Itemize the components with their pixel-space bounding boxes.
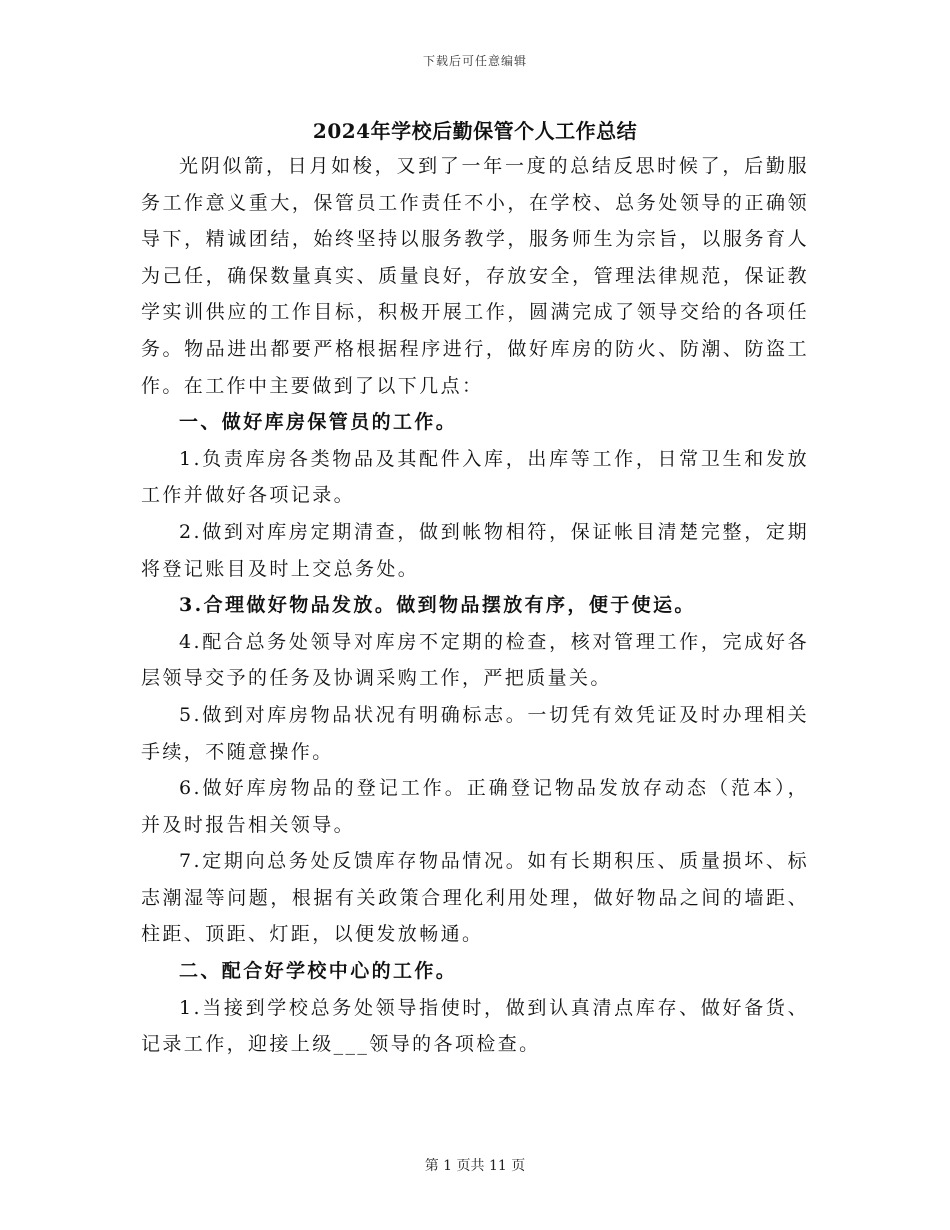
list-item: 5.做到对库房物品状况有明确标志。一切凭有效凭证及时办理相关手续，不随意操作。 — [141, 703, 809, 763]
section-heading-2: 二、配合好学校中心的工作。 — [179, 960, 458, 983]
list-item: 1.当接到学校总务处领导指使时，做到认真清点库存、做好备货、记录工作，迎接上级___领导的各项检查。 — [141, 996, 809, 1056]
document-title: 2024年学校后勤保管个人工作总结 — [312, 119, 638, 143]
intro-paragraph: 光阴似箭，日月如梭，又到了一年一度的总结反思时候了，后勤服务工作意义重大，保管员工作责任不小，在学校、总务处领导的正确领导下，精诚团结，始终坚持以服务教学，服务师生为宗旨，以服务育人为己任，确保数量真实、质量良好，存放安全，管理法律规范，保证教学实训供应的工作目标，积极开展工作，圆满完成了领导交给的各项任务。物品进出都要严格根据程序进行，做好库房的防火、防潮、防盗工作。在工作中主要做到了以下几点： — [141, 155, 809, 397]
list-item: 2.做到对库房定期清查，做到帐物相符，保证帐目清楚完整，定期将登记账目及时上交总务处。 — [141, 520, 809, 580]
list-item: 1.负责库房各类物品及其配件入库，出库等工作，日常卫生和发放工作并做好各项记录。 — [141, 447, 809, 507]
list-item: 7.定期向总务处反馈库存物品情况。如有长期积压、质量损坏、标志潮湿等问题，根据有关政策合理化利用处理，做好物品之间的墙距、柱距、顶距、灯距，以便发放畅通。 — [141, 850, 809, 946]
list-item: 4.配合总务处领导对库房不定期的检查，核对管理工作，完成好各层领导交予的任务及协调采购工作，严把质量关。 — [141, 630, 809, 690]
page-number: 第 1 页共 11 页 — [424, 1158, 526, 1174]
document-body — [141, 148, 809, 1063]
page-header-note: 下载后可任意编辑 — [422, 54, 527, 68]
list-item: 6.做好库房物品的登记工作。正确登记物品发放存动态（范本），并及时报告相关领导。 — [141, 777, 809, 836]
section-heading-1: 一、做好库房保管员的工作。 — [179, 411, 458, 434]
list-item-bold: 3.合理做好物品发放。做到物品摆放有序，便于使运。 — [179, 594, 696, 617]
